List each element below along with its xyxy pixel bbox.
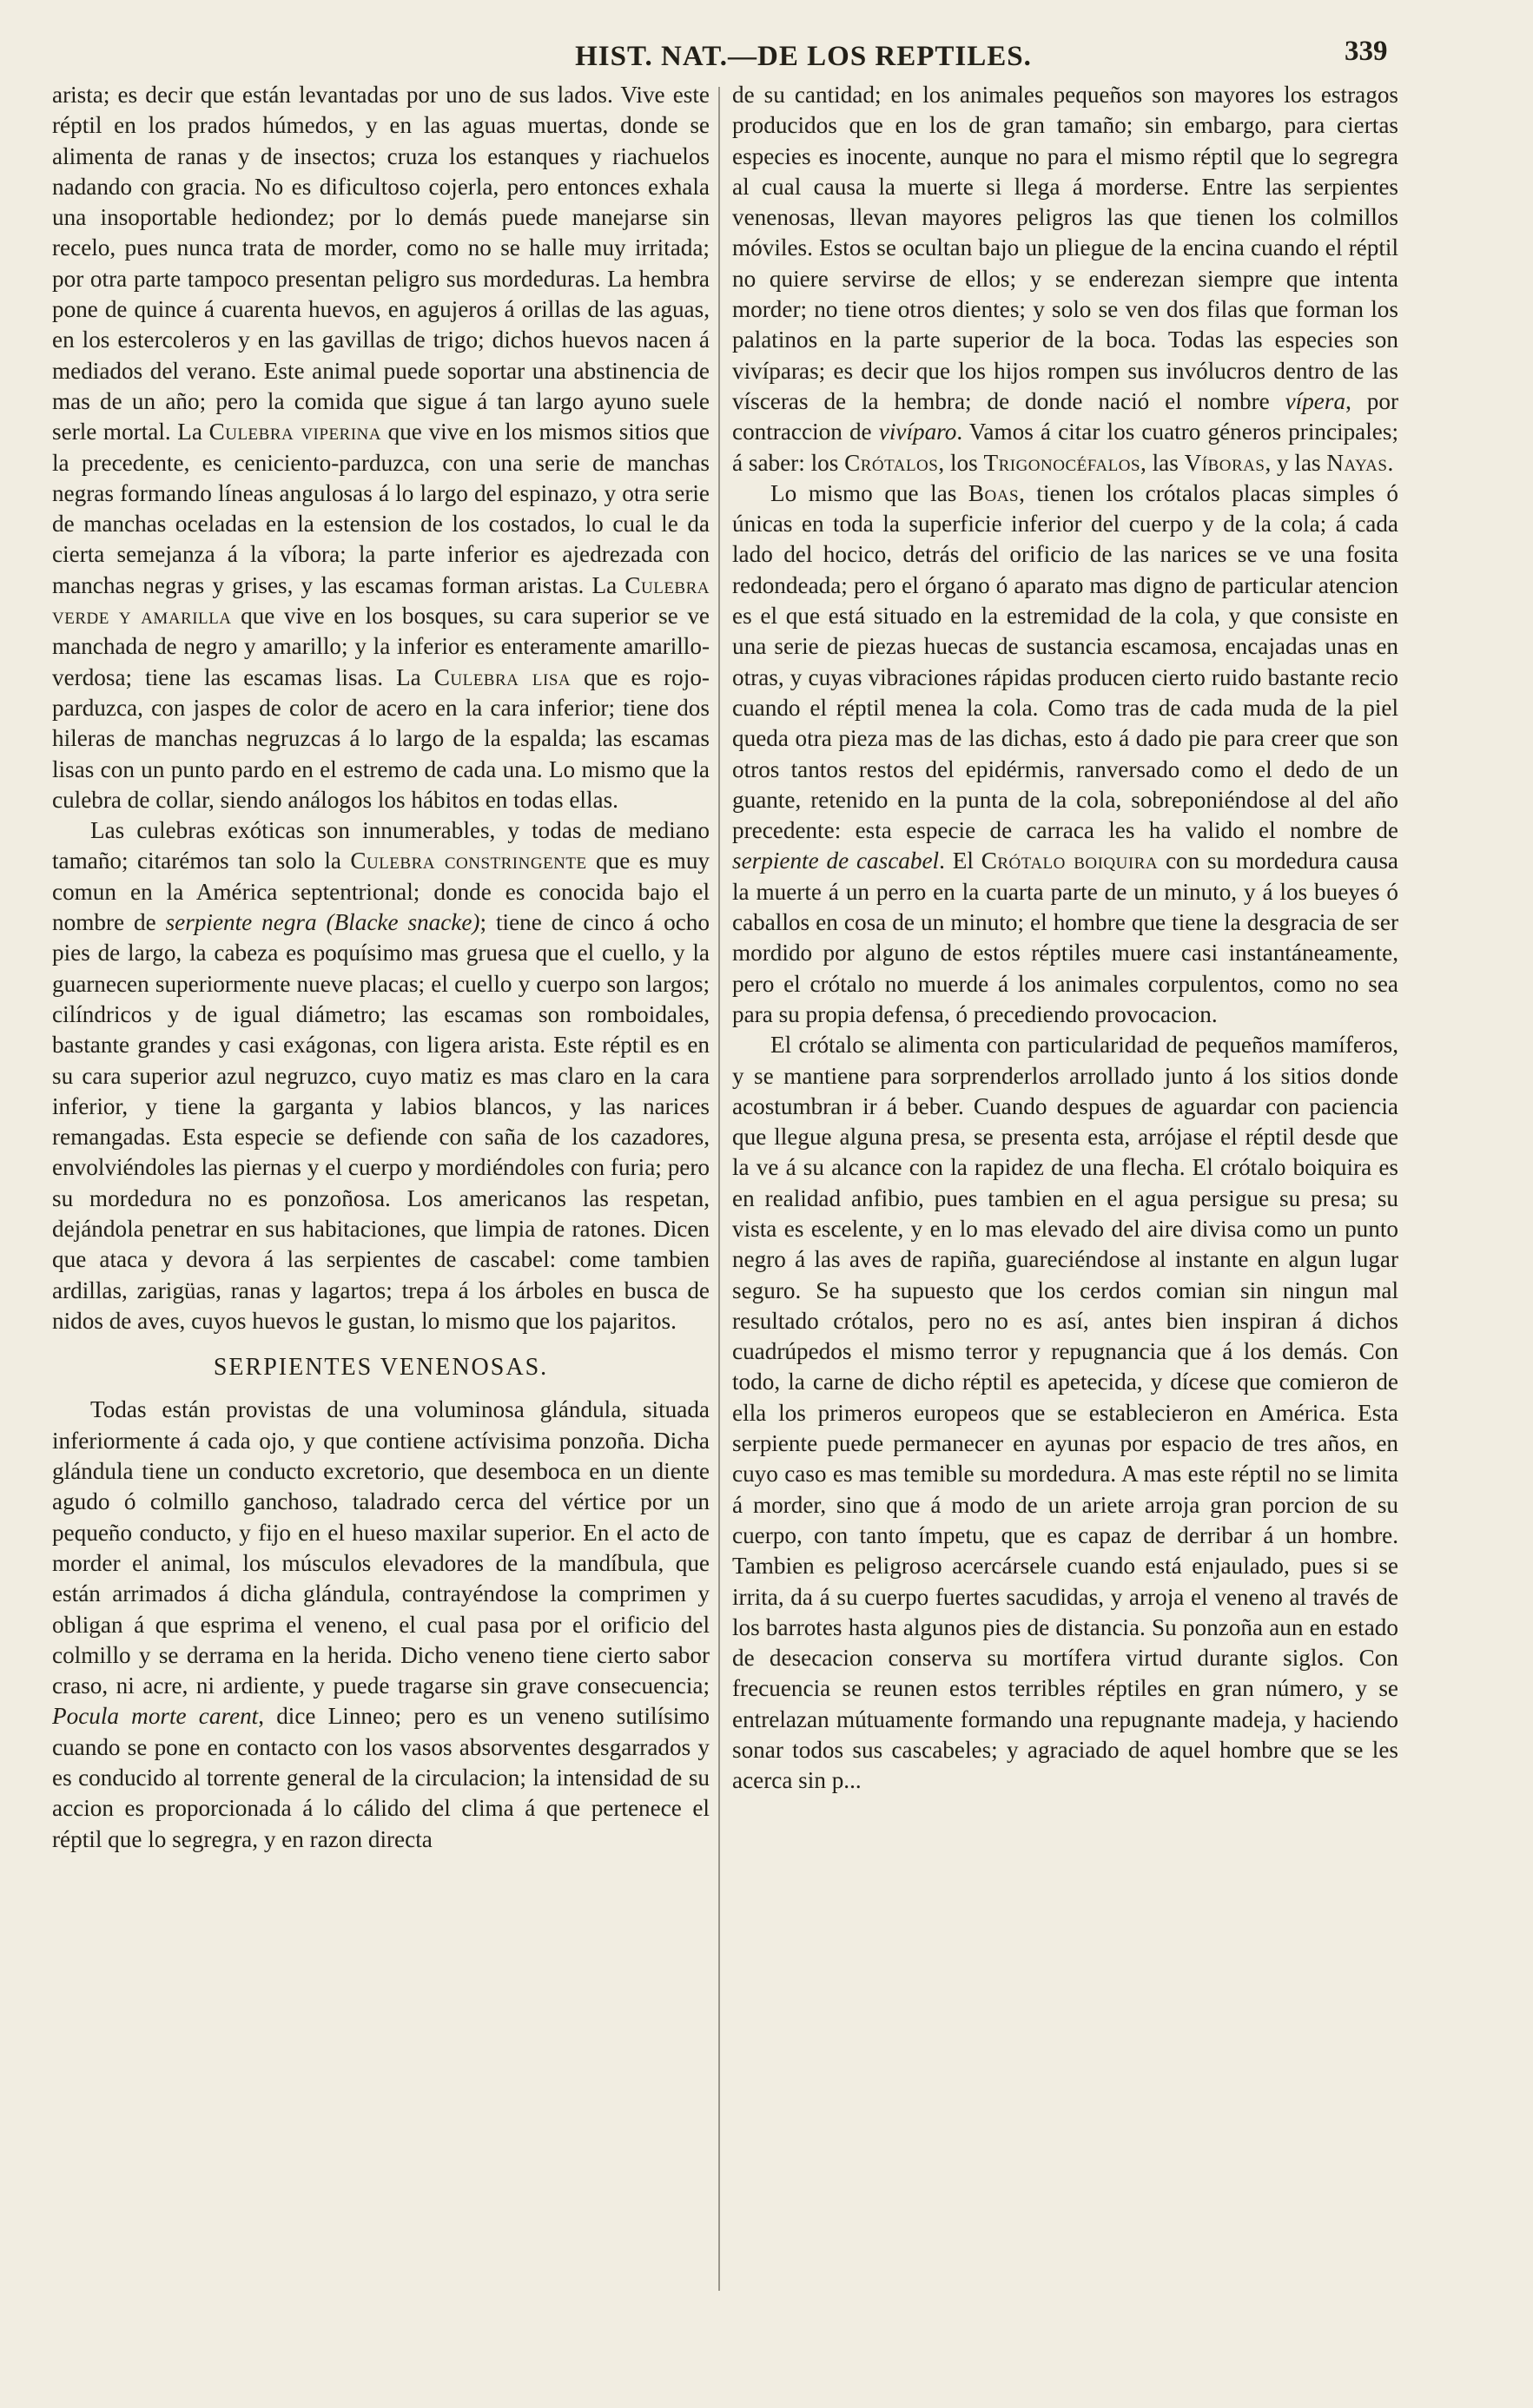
paragraph-culebras-exoticas: Las culebras exóticas son innumerables, y todas de mediano tamaño; citarémos tan solo la Culebra constringente que es muy comun en la América septentrional; donde es conocida bajo el nombre de serpiente negra (Blacke snacke); tiene de cinco á ocho pies de largo, la cabeza es poquísimo mas gruesa que el cuello, y la guarnecen superiormente nueve placas; el cuello y cuerpo son largos; cilíndricos y de igual diámetro; las escamas son romboidales, bastante grandes y casi exágonas, con ligera arista. Este réptil es en su cara superior azul negruzco, cuyo matiz es mas claro en la cara inferior, y tiene la garganta y labios blancos, y las narices remangadas. Esta especie se defiende con saña de los cazadores, envolviéndoles las piernas y el cuerpo y mordiéndoles con furia; pero su mordedura no es ponzoñosa. Los americanos las respetan, dejándola penetrar en sus habitaciones, que limpia de ratones. Dicen que ataca y devora á las serpientes de cascabel: come tambien ardillas, zarigüas, ranas y lagartos; trepa á los árboles en busca de nidos de aves, cuyos huevos le gustan, lo mismo que los pajaritos. [52, 817, 710, 1334]
latin-quote: Pocula morte carent [52, 1703, 259, 1730]
genus-name: Nayas [1326, 449, 1388, 476]
italic-name: serpiente negra (Blacke snacke) [165, 909, 480, 936]
paragraph-crotalos: Lo mismo que las Boas, tienen los crótalos placas simples ó únicas en toda la superficie inferior del cuerpo y de la cola; á cada lado del hocico, detrás del orificio de las narices se ve una fosita redondeada; pero el órgano ó aparato mas digno de particular atencion es el que está situado en la estremidad de la cola, y que consiste en una serie de piezas huecas de sustancia escamosa, encajadas unas en otras, y cuyas vibraciones rápidas producen cierto ruido bastante recio cuando el réptil menea la cola. Como tras de cada muda de la piel queda otra pieza mas de las dichas, esto á dado pie para creer que son otros tantos restos del epidérmis, ranversado como el dedo de un guante, retenido en la punta de la cola, sobreponiéndose al del año precedente: esta especie de carraca les ha valido el nombre de serpiente de cascabel. El Crótalo boiquira con su mordedura causa la muerte á un perro en la cuarta parte de un minuto, y á los bueyes ó caballos en cosa de un minuto; el hombre que tiene la desgracia de ser mordido por alguno de estos réptiles muere casi instantáneamente, pero el crótalo no muerde á los animales corpulentos, como no sea para su propia defensa, ó precediendo provocacion. [732, 479, 1398, 1027]
species-name: Culebra verde y amarilla [52, 571, 710, 630]
page-number: 339 [1345, 36, 1388, 67]
genus-name: Crótalos [844, 449, 939, 476]
italic-term: vivíparo [878, 419, 957, 445]
genus-name: Trigonocéfalos [983, 449, 1141, 476]
paragraph-veneno-continued: de su cantidad; en los animales pequeños son mayores los estragos producidos que en los de gran tamaño; sin embargo, para ciertas especies es inocente, aunque no para el mismo réptil que lo segregra al cual causa la muerte si llega á morderse. Entre las serpientes venenosas, llevan mayores peligros las que tienen los colmillos móviles. Estos se ocultan bajo un pliegue de la encina cuando el réptil no quiere servirse de ellos; y se enderezan siempre que intenta morder; no tiene otros dientes; y solo se ven dos filas que forman los palatinos en la parte superior de la boca. Todas las especies son vivíparas; es decir que los hijos rompen sus invólucros dentro de las vísceras de la hembra; de donde nació el nombre vípera, por contraccion de vivíparo. Vamos á citar los cuatro géneros principales; á saber: los Crótalos, los Trigonocéfalos, las Víboras, y las Nayas. [732, 82, 1398, 476]
genus-name: Víboras [1184, 449, 1265, 476]
right-column [732, 80, 1398, 2295]
running-head: HIST. NAT.—DE LOS REPTILES. [575, 41, 1032, 72]
section-heading: SERPIENTES VENENOSAS. [213, 1354, 549, 1382]
paragraph-crotalo-alimentacion: El crótalo se alimenta con particularidad de pequeños mamíferos, y se mantiene para sorprenderlos arrollado junto á los sitios donde acostumbran ir á beber. Cuando despues de aguardar con paciencia que llegue alguna presa, se presenta esta, arrójase el réptil desde que la ve á su alcance con la rapidez de una flecha. El crótalo boiquira es en realidad anfibio, pues tambien en el agua persigue su presa; su vista es escelente, y en lo mas elevado del aire divisa como un punto negro á las aves de rapiña, guareciéndose al instante en algun lugar seguro. Se ha supuesto que los cerdos comian sin ningun mal resultado crótalos, pero no es así, antes bien inspiran á dichos cuadrúpedos el mismo terror y repugnancia que á los demás. Con todo, la carne de dicho réptil es apetecida, y dícese que comieron de ella los primeros europeos que se establecieron en América. Esta serpiente puede permanecer en ayunas por espacio de tres años, en cuyo caso es mas temible su mordedura. A mas este réptil no se limita á morder, sino que á modo de un ariete arroja gran porcion de su cuerpo, con tanto ímpetu, que es capaz de derribar á un hombre. Tambien es peligroso acercársele cuando está enjaulado, pues si se irrita, da á su cuerpo fuertes sacudidas, y arroja el veneno al través de los barrotes hasta algunos pies de distancia. Su ponzoña aun en estado de desecacion conserva su mortífera virtud durante siglos. Con frecuencia se reunen estos terribles réptiles en gran número, y se entrelazan mútuamente formando una repugnante madeja, y haciendo sonar todos sus cascabeles; y agraciado de aquel hombre que se les acerca sin p... [732, 1032, 1398, 1794]
species-name: Culebra constringente [350, 848, 587, 874]
species-name: Crótalo boiquira [981, 848, 1159, 874]
paragraph-serpientes-venenosas: Todas están provistas de una voluminosa glándula, situada inferiormente á cada ojo, y que contiene actívisima ponzoña. Dicha glándula tiene un conducto excretorio, que desemboca en un diente agudo ó colmillo ganchoso, taladrado cerca del vértice por un pequeño conducto, y fijo en el hueso maxilar superior. En el acto de morder el animal, los músculos elevadores de la mandíbula, que están arrimados á dicha glándula, contrayéndose la comprimen y obligan á que esprima el veneno, el cual pasa por el orificio del colmillo y se derrama en la herida. Dicho veneno tiene cierto sabor craso, ni acre, ni ardiente, y puede tragarse sin grave consecuencia; Pocula morte carent, dice Linneo; pero es un veneno sutilísimo cuando se pone en contacto con los vasos absorventes desgarrados y es conducido al torrente general de la circulacion; la intensidad de su accion es proporcionada á lo cálido del clima á que pertenece el réptil que lo segregra, y en razon directa [52, 1396, 710, 1852]
paragraph-culebras-continued: arista; es decir que están levantadas por uno de sus lados. Vive este réptil en los prados húmedos, y en las aguas muertas, donde se alimenta de ranas y de insectos; cruza los estanques y riachuelos nadando con gracia. No es dificultoso cojerla, pero entonces exhala una insoportable hediondez; por lo demás puede manejarse sin recelo, pues nunca trata de morder, como no se halle muy irritada; por otra parte tampoco presentan peligro sus mordeduras. La hembra pone de quince á cuarenta huevos, en agujeros á orillas de las aguas, en los estercoleros y en las gavillas de trigo; dichos huevos nacen á mediados del verano. Este animal puede soportar una abstinencia de mas de un año; pero la comida que sigue á tan largo ayuno suele serle mortal. La Culebra viperina que vive en los mismos sitios que la precedente, es ceniciento-parduzca, con una serie de manchas negras formando líneas angulosas á lo largo del espinazo, y otra serie de manchas oceladas en la estension de los costados, lo cual le da cierta semejanza á la víbora; la parte inferior es ajedrezada con manchas negras y grises, y las escamas forman aristas. La Culebra verde y amarilla que vive en los bosques, su cara superior se ve manchada de negro y amarillo; y la inferior es enteramente amarillo-verdosa; tiene las escamas lisas. La Culebra lisa que es rojo-parduzca, con jaspes de color de acero en la cara inferior; tiene dos hileras de manchas negruzcas á lo largo de la espalda; las escamas lisas con un punto pardo en el estremo de cada una. Lo mismo que la culebra de collar, siendo análogos los hábitos en todas ellas. [52, 82, 710, 813]
species-name: Culebra lisa [433, 663, 572, 690]
left-column [52, 80, 710, 2295]
italic-term: vípera [1285, 387, 1346, 414]
genus-name: Boas [968, 479, 1020, 506]
column-divider [718, 87, 720, 2291]
species-name: Culebra viperina [208, 419, 381, 445]
italic-term: serpiente de cascabel [732, 848, 940, 874]
